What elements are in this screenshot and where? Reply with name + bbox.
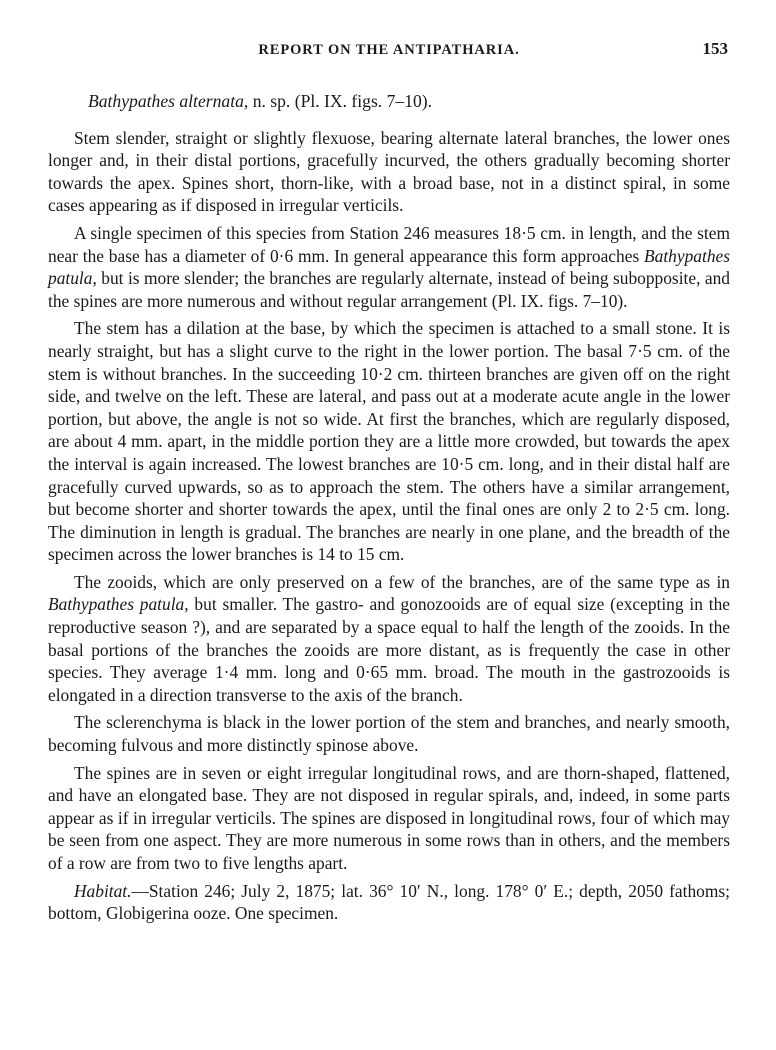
habitat-text: —Station 246; July 2, 1875; lat. 36° 10′ N., long. 178° 0′ E.; depth, 2050 fathoms; bottom, Globigerina ooze. One specimen. [48, 880, 730, 924]
species-heading [48, 90, 730, 113]
species-reference-italic: Bathypathes patula [48, 245, 730, 289]
page-number: 153 [702, 39, 728, 58]
paragraph-habitat [48, 880, 730, 925]
paragraph-sclerenchyma: The sclerenchyma is black in the lower portion of the stem and branches, and nearly smooth, becoming fulvous and more distinctly spinose above. [48, 712, 730, 756]
species-name: Bathypathes alternata [88, 91, 244, 111]
paragraph-stem: The stem has a dilation at the base, by which the specimen is attached to a small stone. It is nearly straight, but has a slight curve to the right in the lower portion. The basal 7·5 cm. of the stem is without branches. In the succeeding 10·2 cm. thirteen branches are given off on the right side, and twelve on the left. These are lateral, and pass out at a moderate acute angle in the lower portion, but above, the angle is not so wide. At first the branches, which are regularly disposed, are about 4 mm. apart, in the middle portion they are a little more crowded, but towards the apex the interval is again increased. The lowest branches are 10·5 cm. long, and in their distal half are gracefully curved upwards, so as to approach the stem. The others have a similar arrangement, but become shorter and shorter towards the apex, until the final ones are only 2 to 2·5 cm. long. The diminution in length is gradual. The branches are nearly in one plane, and the breadth of the specimen across the lower branches is 14 to 15 cm. [48, 318, 730, 565]
page [48, 38, 730, 930]
species-reference-italic: Bathypathes patula [48, 594, 185, 615]
paragraph-specimen: A single specimen of this species from Station 246 measures 18·5 cm. in length, and the stem near the base has a diameter of 0·6 mm. In general appearance this form approaches Bathypathes patula, but is more slender; the branches are regularly alternate, instead of being subopposite, and the spines are more numerous and without regular arrangement (Pl. IX. figs. 7–10). [48, 222, 730, 311]
paragraph-zooids: The zooids, which are only preserved on a few of the branches, are of the same type as in Bathypathes patula, but smaller. The gastro- and gonozooids are of equal size (excepting in the reproductive season ?), and are separated by a space equal to half the length of the zooids. In the basal portions of the branches the zooids are more distant, as is frequently the case in other species. They average 1·4 mm. long and 0·65 mm. broad. The mouth in the gastrozooids is elongated in a direction transverse to the axis of the branch. [48, 571, 730, 705]
paragraph-description: Stem slender, straight or slightly flexuose, bearing alternate lateral branches, the lower ones longer and, in their distal portions, gracefully incurved, the others gradually becoming shorter towards the apex. Spines short, thorn-like, with a broad base, not in a distinct spiral, in some cases appearing as if disposed in irregular verticils. [48, 127, 730, 216]
body-text [48, 90, 730, 925]
paragraph-spines: The spines are in seven or eight irregular longitudinal rows, and are thorn-shaped, flattened, and have an elongated base. They are not disposed in regular spirals, and, indeed, in some parts appear as if in irregular verticils. The spines are disposed in longitudinal rows, four of which may be seen from one aspect. They are more numerous in some rows than in others, and the members of a row are from two to five lengths apart. [48, 762, 730, 873]
species-reference: , n. sp. (Pl. IX. figs. 7–10). [243, 91, 433, 111]
running-title: REPORT ON THE ANTIPATHARIA. [258, 42, 520, 58]
habitat-label: Habitat. [74, 880, 132, 901]
running-header [48, 38, 730, 64]
